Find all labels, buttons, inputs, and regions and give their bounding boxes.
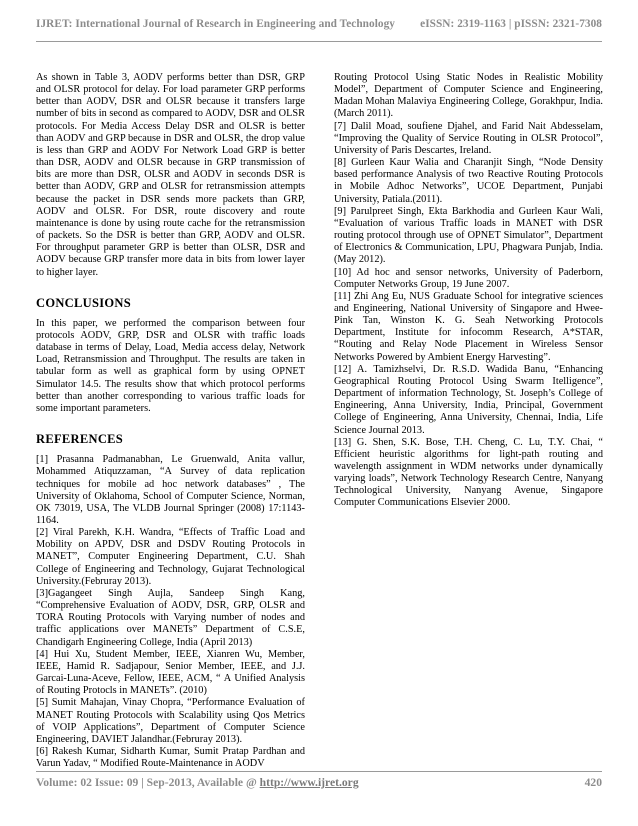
conclusions-heading: CONCLUSIONS <box>36 295 131 310</box>
running-header <box>36 18 602 30</box>
reference-item: [13] G. Shen, S.K. Bose, T.H. Cheng, C. Lu, T.Y. Chai, “ Efficient heuristic algorithms for light-path routing and wavelength assignment in WDM networks under dynamically varying loads”, Network Technology Research Centre, Nanyang Technological University, Nanyang Avenue, Singapore Computer Communications Elsevier 2000. <box>334 436 603 509</box>
reference-item: [4] Hui Xu, Student Member, IEEE, Xianren Wu, Member, IEEE, Hamid R. Sadjapour, Senior Member, IEEE, and J.J. Garcai-Luna-Aceve, Fellow, IEEE, ACM, “ A Unified Analysis of Routing Protocls in MANETs”. (2010) <box>36 648 305 697</box>
footer-rule <box>36 771 602 772</box>
running-footer <box>36 776 602 789</box>
footer-volume <box>36 776 359 789</box>
reference-item: [12] A. Tamizhselvi, Dr. R.S.D. Wadida Banu, “Enhancing Geographical Routing Protocol Using Swarm Itelligence”, Department of information Technology, St. Joseph’s College of Engineering, Anna University, India, Principal, Government College of Engineering, Anna University, Chennai, India, Life Science Journal 2013. <box>334 363 603 436</box>
reference-item: [3]Gagangeet Singh Aujla, Sandeep Singh Kang, “Comprehensive Evaluation of AODV, DSR, GRP, OLSR and TORA Routing Protocols with Varying number of nodes and traffic applications over MANETs” Department of C.S.E, Chandigarh Engineering College, India (April 2013) <box>36 587 305 648</box>
footer-volume-text: Volume: 02 Issue: 09 | Sep-2013, Available @ <box>36 776 260 789</box>
reference-item: [9] Parulpreet Singh, Ekta Barkhodia and Gurleen Kaur Wali, “Evaluation of various Traffic loads in MANET with DSR routing protocol through use of OPNET Simulator”, Department of Electronics & Communication, LPU, Phagwara Punjab, India. (May 2012). <box>334 205 603 266</box>
right-column <box>334 72 603 510</box>
references-heading: REFERENCES <box>36 432 124 447</box>
journal-title: IJRET: International Journal of Research in Engineering and Technology <box>36 18 395 30</box>
reference-item: [7] Dalil Moad, soufiene Djahel, and Farid Nait Abdesselam, “Improving the Quality of Service Routing in OLSR Protocol”, University of Paris Descartes, Ireland. <box>334 120 603 156</box>
reference-item: [1] Prasanna Padmanabhan, Le Gruenwald, Anita vallur, Mohammed Atiquzzaman, “A Survey of data replication techniques for mobile ad hoc network databases” , The University of Oklahoma, School of Computer Science, Norman, OK 73019, USA, The VLDB Journal Springer (2008) 17:1143-1164. <box>36 454 305 526</box>
reference-item: [2] Viral Parekh, K.H. Wandra, “Effects of Traffic Load and Mobility on APDV, DSR and DSDV Routing Protocols in MANET”, Computer Engineering Department, C.U. Shah College of Engineering and Technology, Gujarat Technological University.(Februray 2013). <box>36 527 305 587</box>
intro-paragraph: As shown in Table 3, AODV performs better than DSR, GRP and OLSR protocol for delay. For load parameter GRP performs better than AODV, DSR and OLSR because it transfers large number of bits in second as compared to AODV, DSR and OLSR protocols. For Media Access Delay DSR and OLSR is better than AODV and GRP because in DSR and OLSR, the drop value is less than GRP and AODV For Network Load GRP is better than DSR, AODV and OLSR because in GRP transmission of bits are more than DSR, OLSR and AODV in seconds DSR is better than AODV, GRP and OLSR for retransmission attempts because the packet in DSR sends more packets than GRP, AODV and OLSR. For DSR, route discovery and route maintenance is done by using route cache for the retransmission of packets. So the DSR is better than GRP, AODV and OLSR. For throughput parameter GRP is better than OLSR, DSR and AODV because GRP transfer more data in bits from lower layer to higher layer. <box>36 72 305 278</box>
header-rule <box>36 41 602 42</box>
conclusions-paragraph: In this paper, we performed the comparison between four protocols AODV, GRP, DSR and OLSR with traffic loads database in terms of Delay, Load, Media access delay, Network Load, Retransmission and Throughput. The results are taken in tabular form as well as graphical form by using OPNET Simulator 14.5. The results show that which protocol performs better than another corresponding to various traffic loads for some important parameters. <box>36 317 305 414</box>
journal-link[interactable]: http://www.ijret.org <box>259 776 359 789</box>
reference-item: [10] Ad hoc and sensor networks, University of Paderborn, Computer Networks Group, 19 June 2007. <box>334 266 603 290</box>
reference-item: [8] Gurleen Kaur Walia and Charanjit Singh, “Node Density based performance Analysis of two Reactive Routing Protocols in Mobile Adhoc Networks”, UCOE Department, Punjabi University, Patiala.(2011). <box>334 157 603 205</box>
issn-text: eISSN: 2319-1163 | pISSN: 2321-7308 <box>420 18 602 30</box>
page-number: 420 <box>584 776 602 789</box>
reference-item: [11] Zhi Ang Eu, NUS Graduate School for integrative sciences and Engineering, National University of Singapore and Hwee-Pink Tan, Winston K. G. Seah Networking Protocols Department, Institute for infocomm Research, A*STAR, “Routing and Relay Node Placement in Wireless Sensor Networks Powered by Ambient Energy Harvesting”. <box>334 290 603 363</box>
left-column <box>36 72 305 770</box>
reference-item: Routing Protocol Using Static Nodes in Realistic Mobility Model”, Department of Computer Science and Engineering, Madan Mohan Malaviya Engineering College, Gorakhpur, India.(March 2011). <box>334 72 603 120</box>
reference-item: [5] Sumit Mahajan, Vinay Chopra, “Performance Evaluation of MANET Routing Protocols with Scalability using Qos Metrics of VOIP Applications”, Department of Computer Science Engineering, DAVIET Jalandhar.(Februray 2013). <box>36 697 305 745</box>
reference-item: [6] Rakesh Kumar, Sidharth Kumar, Sumit Pratap Pardhan and Varun Yadav, “ Modified Route-Maintenance in AODV <box>36 745 305 770</box>
